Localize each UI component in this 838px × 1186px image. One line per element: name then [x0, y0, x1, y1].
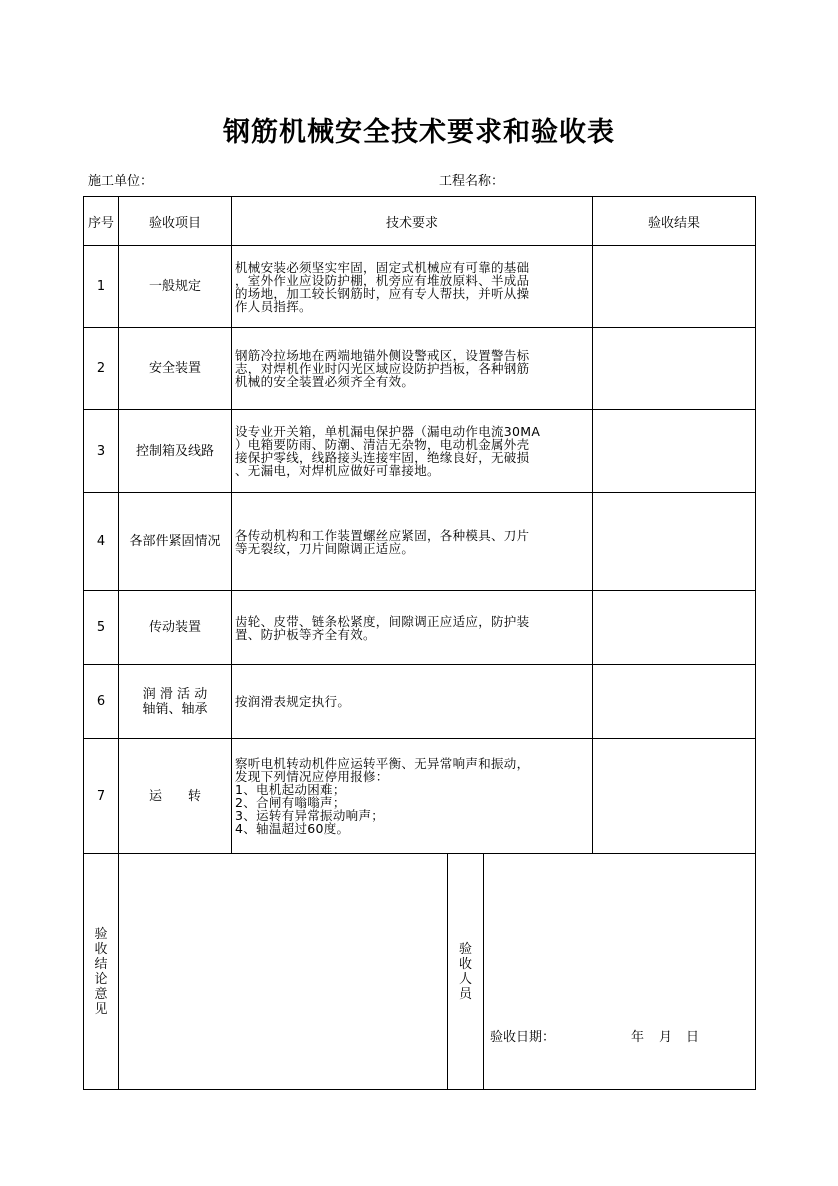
project-name-label: 工程名称：	[439, 174, 505, 189]
requirement-line: 作人员指挥。	[235, 298, 312, 314]
date-label: 验收日期：	[490, 1030, 556, 1045]
requirement-text	[235, 695, 350, 708]
row-item	[119, 591, 232, 665]
requirement-text	[235, 261, 529, 313]
inspector-input[interactable]	[484, 854, 756, 1090]
requirement-line: 齿轮、皮带、链条松紧度，间隙调正应适应，防护装	[235, 613, 530, 629]
requirement-line: 的场地，加工较长钢筋时，应有专人帮扶，并听从操	[235, 285, 530, 301]
header-no: 序号	[83, 196, 119, 246]
row-result-input[interactable]	[593, 328, 756, 410]
requirement-line: ）电箱要防雨、防潮、清洁无杂物，电动机金属外壳	[235, 437, 530, 452]
requirement-text	[235, 529, 529, 555]
header-requirement: 技术要求	[232, 196, 593, 246]
row-requirement	[232, 739, 593, 854]
row-number: 6	[83, 665, 119, 739]
requirement-line: 机械安装必须坚实牢固，固定式机械应有可靠的基础	[235, 259, 530, 275]
row-result-input[interactable]	[593, 665, 756, 739]
row-requirement	[232, 328, 593, 410]
requirement-line: 1、电机起动困难；	[235, 782, 346, 797]
label-char: 论	[94, 971, 108, 987]
header-result: 验收结果	[593, 196, 756, 246]
label-char: 收	[458, 956, 472, 972]
row-item	[119, 246, 232, 328]
row-requirement	[232, 665, 593, 739]
item-line: 一般规定	[148, 279, 201, 294]
row-item	[119, 328, 232, 410]
row-result-input[interactable]	[593, 739, 756, 854]
inspector-label	[448, 854, 484, 1090]
requirement-line: 接保护零线，线路接头连接牢固，绝缘良好，无破损	[235, 450, 530, 465]
row-result-input[interactable]	[593, 493, 756, 591]
requirement-line: 、无漏电，对焊机应做好可靠接地。	[235, 463, 440, 478]
label-char: 人	[458, 971, 472, 987]
construction-unit-label: 施工单位：	[88, 174, 154, 189]
requirement-text	[235, 757, 529, 835]
requirement-text	[235, 349, 529, 388]
row-requirement	[232, 591, 593, 665]
item-line: 润 滑 活 动	[142, 686, 208, 702]
item-line: 传动装置	[148, 620, 201, 635]
row-number: 5	[83, 591, 119, 665]
row-number: 2	[83, 328, 119, 410]
requirement-text	[235, 615, 529, 641]
requirement-line: 志，对焊机作业时闪光区域应设防护挡板，各种钢筋	[235, 361, 530, 376]
row-number: 1	[83, 246, 119, 328]
row-result-input[interactable]	[593, 410, 756, 493]
label-char: 验	[94, 926, 108, 942]
item-line: 各部件紧固情况	[129, 534, 221, 549]
label-char: 验	[458, 941, 472, 957]
row-result-input[interactable]	[593, 591, 756, 665]
item-line: 控制箱及线路	[135, 443, 214, 459]
requirement-line: 置、防护板等齐全有效。	[235, 626, 376, 642]
row-item	[119, 665, 232, 739]
item-line: 轴销、轴承	[142, 701, 208, 717]
page-title: 钢筋机械安全技术要求和验收表	[223, 117, 615, 148]
requirement-line: 按润滑表规定执行。	[235, 694, 351, 709]
label-char: 见	[94, 1001, 108, 1017]
row-number: 3	[83, 410, 119, 493]
label-char: 意	[94, 986, 108, 1002]
item-line: 运 转	[148, 788, 201, 804]
requirement-line: 设专业开关箱，单机漏电保护器（漏电动作电流30MA	[235, 424, 541, 439]
row-requirement	[232, 246, 593, 328]
requirement-line: 2、合闸有嗡嗡声；	[235, 795, 346, 810]
requirement-line: 察听电机转动机件应运转平衡、无异常响声和振动，	[235, 756, 530, 771]
requirement-line: 4、轴温超过60度。	[235, 821, 350, 836]
label-char: 结	[94, 956, 108, 972]
date-month: 月	[659, 1030, 673, 1045]
row-requirement	[232, 493, 593, 591]
label-char: 员	[458, 986, 472, 1002]
row-requirement	[232, 410, 593, 493]
requirement-line: 3、运转有异常振动响声；	[235, 808, 385, 823]
requirement-line: ，室外作业应设防护棚，机旁应有堆放原料、半成品	[235, 272, 530, 288]
conclusion-input[interactable]	[119, 854, 448, 1090]
row-item	[119, 739, 232, 854]
date-day: 日	[686, 1030, 700, 1045]
item-line: 安全装置	[148, 361, 201, 376]
row-number: 4	[83, 493, 119, 591]
row-item	[119, 410, 232, 493]
requirement-text	[235, 425, 540, 477]
requirement-line: 各传动机构和工作装置螺丝应紧固，各种模具、刀片	[235, 527, 530, 543]
requirement-line: 钢筋冷拉场地在两端地锚外侧设警戒区，设置警告标	[235, 348, 530, 363]
row-result-input[interactable]	[593, 246, 756, 328]
requirement-line: 机械的安全装置必须齐全有效。	[235, 374, 415, 389]
conclusion-label	[83, 854, 119, 1090]
label-char: 收	[94, 941, 108, 957]
requirement-line: 等无裂纹，刀片间隙调正适应。	[235, 540, 415, 556]
header-item: 验收项目	[119, 196, 232, 246]
row-item	[119, 493, 232, 591]
row-number: 7	[83, 739, 119, 854]
date-year: 年	[631, 1030, 645, 1045]
requirement-line: 发现下列情况应停用报修：	[235, 769, 389, 784]
